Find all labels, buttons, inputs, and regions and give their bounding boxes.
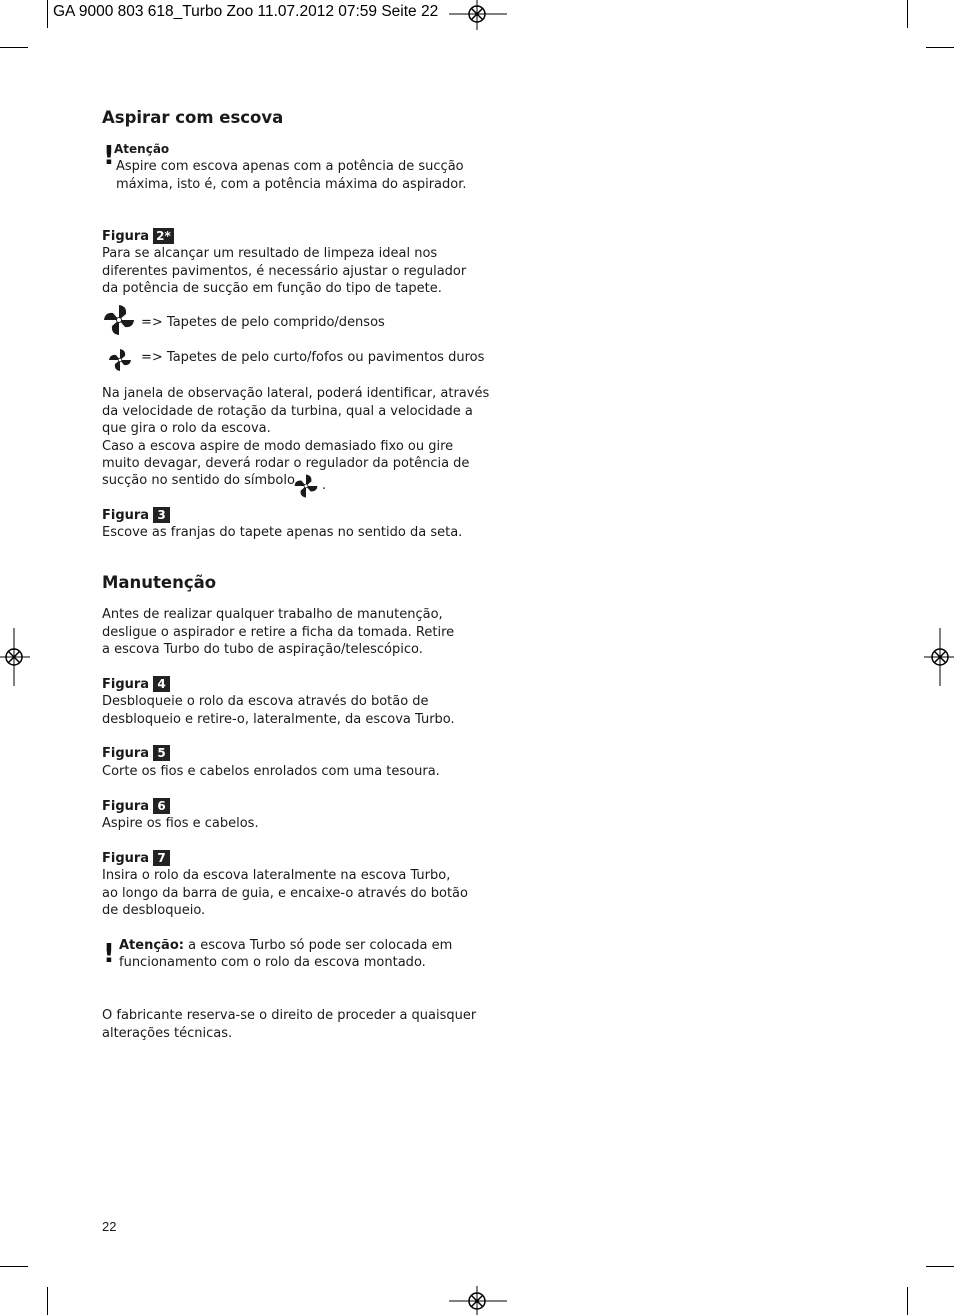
warning-label: Atenção bbox=[114, 142, 170, 156]
figure-ref bbox=[102, 796, 170, 814]
section-title: Manutenção bbox=[102, 573, 217, 592]
figure-text: Desbloqueie o rolo da escova através do botão de desbloqueio e retire-o, lateralmente, da escova Turbo. bbox=[102, 694, 455, 727]
warning-line bbox=[119, 937, 452, 955]
paragraph: Na janela de observação lateral, poderá identificar, através da velocidade de rotação da turbina, qual a velocidade a que gira o rolo da escova. Caso a escova aspire de modo demasiado fixo ou gire muito devagar, deverá rodar o regulador da potência de bbox=[102, 386, 490, 471]
warning-label: Atenção: bbox=[119, 938, 184, 953]
warning-text: Aspire com escova apenas com a potência de sucção máxima, isto é, com a potência máxima do aspirador. bbox=[116, 159, 467, 192]
figure-number: 6 bbox=[153, 798, 170, 814]
fan-low-icon bbox=[108, 348, 132, 372]
figure-text: Aspire os fios e cabelos. bbox=[102, 816, 259, 831]
figure-text: Insira o rolo da escova lateralmente na escova Turbo, ao longo da barra de guia, e encaixe-o através do botão de desbloqueio. bbox=[102, 868, 468, 918]
registration-mark-icon bbox=[0, 628, 30, 686]
figure-label: Figura bbox=[102, 508, 150, 523]
footer-note: O fabricante reserva-se o direito de proceder a quaisquer alterações técnicas. bbox=[102, 1008, 477, 1041]
figure-ref bbox=[102, 226, 174, 244]
crop-mark bbox=[926, 47, 954, 48]
crop-mark bbox=[0, 47, 28, 48]
crop-mark bbox=[47, 0, 48, 28]
figure-text: Para se alcançar um resultado de limpeza ideal nos diferentes pavimentos, é necessário ajustar o regulador da potência de sucção em função do tipo de tapete. bbox=[102, 246, 467, 296]
fan-high-icon bbox=[102, 303, 136, 337]
figure-ref bbox=[102, 743, 170, 761]
figure-label: Figura bbox=[102, 799, 150, 814]
section-title: Aspirar com escova bbox=[102, 108, 284, 127]
crop-mark bbox=[0, 1266, 28, 1267]
figure-text: Escove as franjas do tapete apenas no sentido da seta. bbox=[102, 525, 463, 540]
figure-ref bbox=[102, 505, 170, 523]
page-number: 22 bbox=[102, 1219, 117, 1234]
print-slug: GA 9000 803 618_Turbo Zoo 11.07.2012 07:59 Seite 22 bbox=[53, 3, 439, 20]
figure-label: Figura bbox=[102, 746, 150, 761]
registration-mark-icon bbox=[449, 0, 507, 30]
crop-mark bbox=[907, 0, 908, 28]
figure-label: Figura bbox=[102, 851, 150, 866]
symbol-description: => Tapetes de pelo comprido/densos bbox=[141, 315, 385, 330]
crop-mark bbox=[47, 1287, 48, 1315]
punctuation: . bbox=[322, 478, 327, 493]
warning-text: a escova Turbo só pode ser colocada em bbox=[183, 938, 453, 953]
figure-number: 3 bbox=[153, 507, 170, 523]
figure-label: Figura bbox=[102, 677, 150, 692]
paragraph-line bbox=[102, 472, 295, 490]
crop-mark bbox=[926, 1266, 954, 1267]
figure-label: Figura bbox=[102, 229, 150, 244]
warning-text: funcionamento com o rolo da escova montado. bbox=[119, 955, 426, 970]
registration-mark-icon bbox=[449, 1286, 507, 1315]
figure-ref bbox=[102, 848, 170, 866]
crop-mark bbox=[907, 1287, 908, 1315]
figure-number: 2* bbox=[153, 228, 174, 244]
registration-mark-icon bbox=[924, 628, 954, 686]
fan-high-icon bbox=[293, 473, 319, 499]
paragraph-text: sucção no sentido do símbolo bbox=[102, 473, 295, 488]
figure-text: Corte os fios e cabelos enrolados com uma tesoura. bbox=[102, 764, 440, 779]
figure-number: 4 bbox=[153, 676, 170, 692]
figure-number: 7 bbox=[153, 850, 170, 866]
paragraph: Antes de realizar qualquer trabalho de manutenção, desligue o aspirador e retire a ficha da tomada. Retire a escova Turbo do tubo de aspiração/telescópico. bbox=[102, 607, 455, 657]
symbol-description: => Tapetes de pelo curto/fofos ou pavimentos duros bbox=[141, 350, 485, 365]
exclamation-icon: ! bbox=[103, 141, 115, 171]
exclamation-icon: ! bbox=[103, 939, 115, 969]
figure-number: 5 bbox=[153, 745, 170, 761]
figure-ref bbox=[102, 674, 170, 692]
